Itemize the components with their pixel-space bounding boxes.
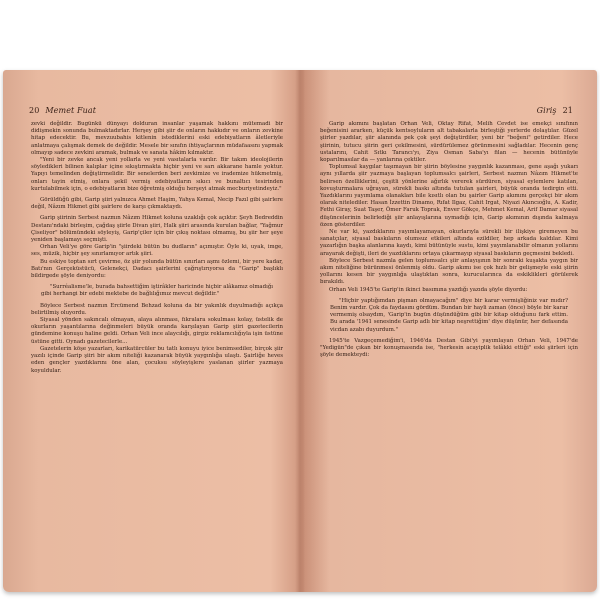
left-page — [3, 70, 300, 592]
right-page-number: 21 — [562, 106, 573, 115]
left-paragraph-4: Garip şiirinin Serbest nazmın Nâzım Hikmet koluna uzaklığı çok açıktır. Şeyh Bedreddin Destanı'ndaki birleşim, çağdaş şiirle Divan şiiri, Halk şiiri arasında kurulan bağlar, "Yağmur Çiseliyor" bölümündeki söyleyiş, Garip'çiler için bir çıkış noktası olmamış, bu şiir her şeye yeniden başlamayı seçmişti. — [31, 215, 283, 244]
right-paragraph-3: Ne var ki, yazdıklarını yayımlayamayan, okurlarıyla sürekli bir ilişkiye giremeyen bu sanatçılar, siyasal baskıların olumsuz etkileri altında ezildiler, hep arkada kaldılar. Kimi yazarlığın başka alanlarına kaydı, kimi bütünüyle sustu, kimi yayımlanabilir olmanın yollarını arayarak değişti, ileri de yazdıklarını ortaya çıkarmayıp siyasal baskıların geçmesini bekledi. — [320, 229, 578, 257]
right-page — [300, 70, 597, 592]
left-body-text — [31, 121, 283, 375]
left-running-title: Memet Fuat — [45, 106, 97, 115]
right-running-title: Giriş — [536, 106, 557, 115]
left-paragraph-2: "Yeni bir zevke ancak yeni yollarla ve yeni vasıtalarla varılır. Bir takım ideolojilerin söyledikleri bilinen kalıplar içine sıkıştırmakta hiçbir yeni ve sarı akkarane hamle yoktur. Yapıyı temelinden değiştirmelidir. Bir senelerden beri zevkimize ve irademize hükmetmiş, onları tayin etmiş, onlara şekil vermiş edebiyatların sıkıcı ve bunaltıcı tesirinden kurtulabilmek için, o edebiyatların bize öğretmiş olduğu herşeyi atmak mecburiyetindeyiz." — [31, 157, 283, 192]
right-paragraph-7: 1945'te Vazgeçemediğim'i, 1946'da Destan Gibi'yi yayımlayan Orhan Veli, 1947'de "Yedigün"de çıkan bir konuşmasında ise, "herkesin acayiplik telâkki ettiği" eski şiirleri için şöyle demekteydi: — [320, 337, 578, 359]
left-paragraph-1: zevki değildir. Bugünkü dünyayı dolduran insanlar yaşamak hakkını mütemadi bir didişmekin sonunda bulmaktadırlar. Herşey gibi şiir de onların hakkıdır ve onların zevkine hitap edecektir. Bu, mevzuubahis kitlenin istediklerini eski edebiyatların âletleriyle anlatmaya çalışmak demek de değildir. Mesele bir sınıfın ihtiyaçlarının müdafaasını yapmak olmayıp sadece zevkini aramak, bulmak ve sanata hâkim kılmaktır. — [31, 121, 283, 156]
right-paragraph-5: Orhan Veli 1945'te Garip'in ikinci basımına yazdığı yazıda şöyle diyordu: — [329, 286, 528, 293]
left-page-number: 20 — [29, 106, 40, 115]
left-paragraph-5: Orhan Veli'ye göre Garip'in "şiirdeki bütün bu dudların" açımıştır. Öyle ki, uyak, imge, ses, müzik, hiçbir şey sınırlamıyor artık şiiri. — [31, 244, 283, 258]
left-paragraph-10: Gazetelerin köşe yazarları, karikatürcüler bu tatlı konuyu iyice benimsediler, birçok şiir yazılı içinde Garip şiiri bir akım niteliği kazanarak büyük yaygınlığa ulaştı. Şairliğe heves eden gençler yazdıklarını öne alan, çocuksu söyleyişlere yaslanan şiirler yazmaya koyuldular. — [31, 345, 283, 374]
left-running-head — [29, 106, 96, 115]
left-paragraph-3: Görüldüğü gibi, Garip şiiri yalnızca Ahmet Haşim, Yahya Kemal, Necip Fazıl gibi şairlere değil, Nâzım Hikmet gibi şairlere de karşı çıkmaktaydı. — [31, 197, 283, 211]
book-spread — [3, 70, 597, 592]
right-quote-block: "Hiçbir yaptığımdan pişman olmayacağım" diye bir karar vermişliğiniz var mıdır? Benim vardır. Çok da faydasını gördüm. Bundan bir hayli zaman (önce) böyle bir karar vermemiş olsaydım, 'Garip'in bugün düşündüğüm gibi bir kitap olduğunu fark ettim. Bu arada '1941 senesinde Garip adlı bir kitap neşrettiğim' diye düşünür, her defasında vicdan azabı duyurdum." — [330, 297, 568, 333]
left-paragraph-8: Böylece Serbest nazmın Ercümend Behzad koluna da bir yakınlık duyulmadığı açıkça belirtilmiş oluyordu. — [31, 302, 283, 316]
left-paragraph-9: Siyasal yönden sakıncalı olmayan, alaya alınması, fıkralara sokulması kolay, üstelik de okurların yaşantılarına değinmeleri büyük oranda karşılayan Garip şiiri gazetecilerin gündemine konuşu haline geldi. Orhan Veli ince alaycılığı, girgiz reklamcılığıyla işin üstüne üstüne gitti. Oynadı gazetecilerle... — [31, 317, 283, 345]
right-paragraph-1: Garip akımını başlatan Orhan Veli, Oktay Rifat, Melih Cevdet ise emekçi sınıfının beğenisini ararken, küçük kentsoyluların alt tabakalarla birleştiği yerlerde dolaştılar. Güzel şiirler yazdılar, şiir alanında pek çok şeyi değiştirdiler, yeni bir "beğeni" getirdiler. Hece şiirinin, tutucu şiirin geri çekilmesini, sürdürülemez görünmesini sağladılar. Hecenin genç ustalarını, Cahit Sıtkı Tarancı'yı, Ziya Osman Saba'yı filan — hecenin bütünüyle koparılmasılar da — yanlarına çektiler. — [320, 121, 578, 164]
right-body-text — [320, 121, 578, 360]
right-running-head — [537, 106, 573, 115]
left-paragraph-6: Bu eskiye toptan sırt çevirme, öz şiir yolunda bütün sınırları aşmı özlemi, bir yere kadar, Batı'nın Gerçeküstücü, Gelenekçi, Dadacı şairlerini çağrıştırıyorsa da "Garip" başlıklı bildirgede şöyle deniyordu: — [31, 258, 283, 280]
left-quote-block: "Surréalisme'le, burada bahsettiğim iştirâkler haricinde hiçbir alâkamız olmadığı gibi herhangi bir edebi mektebe de bağlılığımız mevcut değildir." — [41, 284, 273, 298]
right-paragraph-4: Böylece Serbest nazmla gelen toplumsalcı şiir anlayışının bir sonraki kuşakta yaygın bir akım niteliğine bürünmesi önlenmiş oldu. Garip akımı ise çok hızlı bir gelişmeyle eski şiirin yollarını kesen bir yaygınlığa ulaştıktan sonra, kurucularınca da eskiklikleri görülerek bırakıldı. — [320, 257, 578, 286]
right-paragraph-2: Toplumsal kaygılar taşımayan bir şiirin böylesine yaygınlık kazanması, gene aşağı yukarı aynı yıllarda şiir yazmaya başlayan toplumsalcı şairleri, Serbest nazmın Nâzım Hikmet'te belirsen özelliklerini, çeşitli yönlerine ağırlık vererek sürdüren, siyasal eylemlere katılan, kovuşturmalara uğrayan, sürekli baskı altında tutulan şairleri, büyük oranda tedirgin etti. Yazdıklarını yayımlama olanakları bile kısıtlı olan bu şairler Garip akımını gerçekçi bir akım olarak nitelediler. Hasan İzzettin Dinamo, Rıfat Ilgaz, Cahit Irgat, Niyazi Akıncıoğlu, A. Kadir, Fethi Giray, Suat Taşer, Ömer Faruk Toprak, Enver Gökçe, Mehmet Kemal, Arif Damar siyasal düşüncelerinin belirlediği şiir anlayışlarına uymadığı için, Garip akımının dışında kalmaya özen gösterdiler. — [320, 164, 578, 228]
